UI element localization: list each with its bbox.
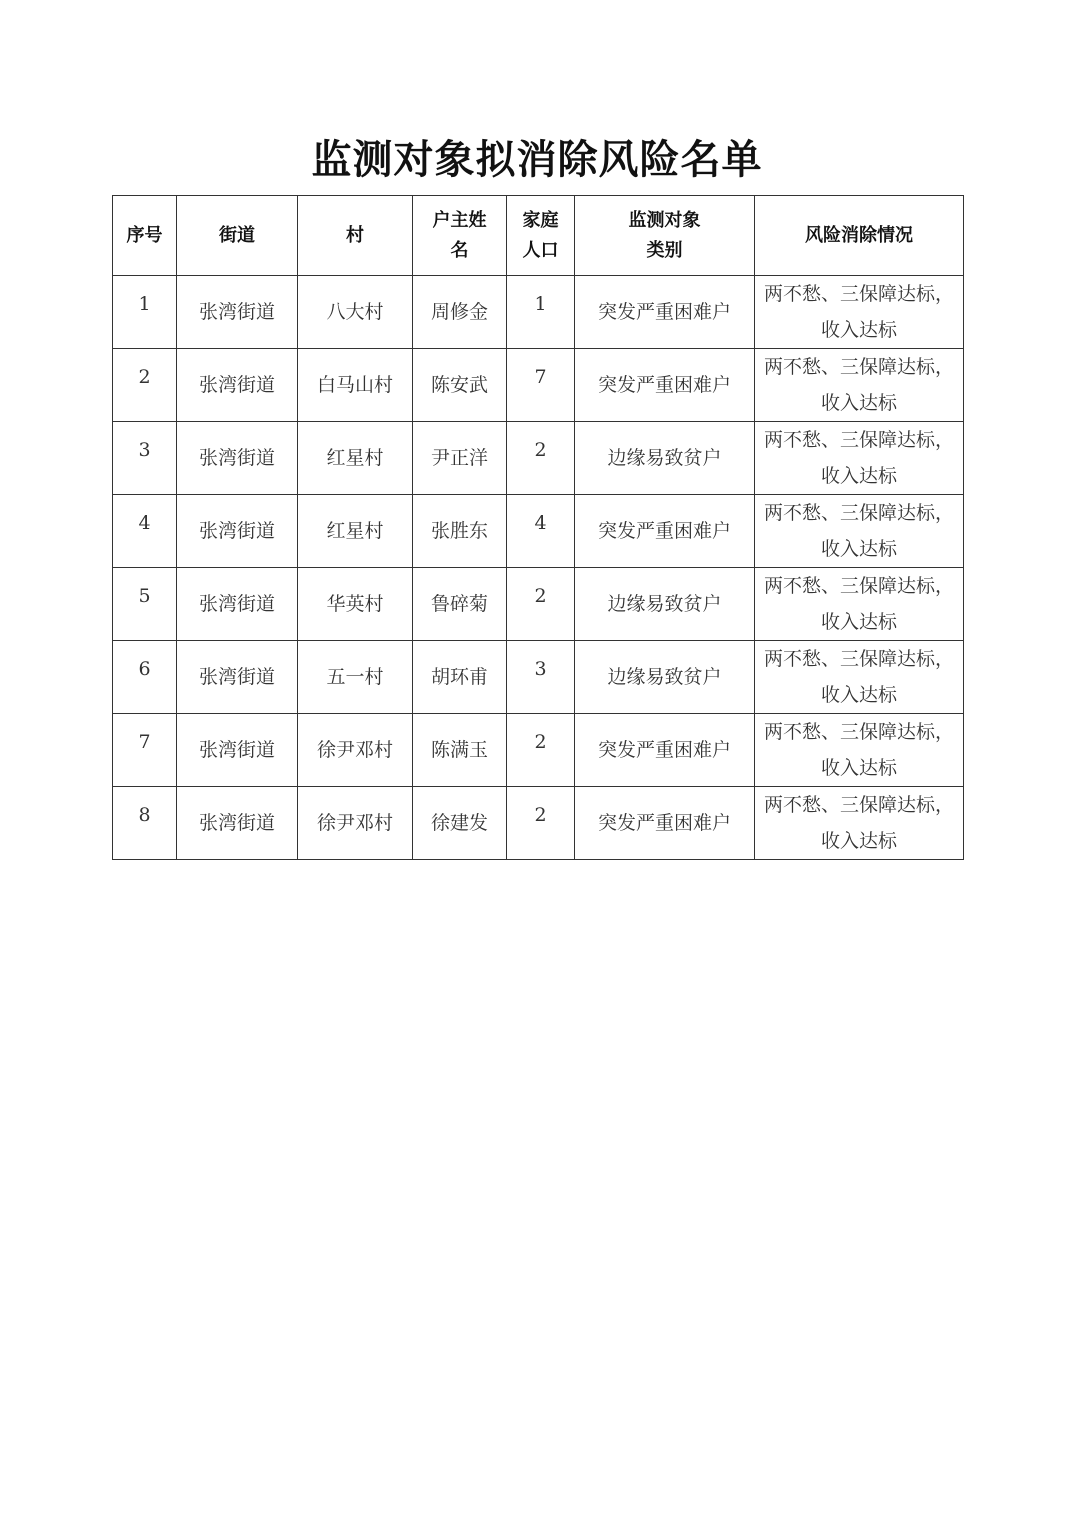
cell-village-text: 华英村	[326, 593, 384, 615]
cell-risk-status	[755, 276, 964, 349]
cell-family-size	[507, 495, 575, 568]
cell-village	[298, 422, 413, 495]
cell-seq-text: 5	[138, 585, 151, 607]
cell-family-size	[507, 349, 575, 422]
table-row	[113, 495, 964, 568]
cell-village	[298, 495, 413, 568]
cell-seq	[113, 349, 177, 422]
cell-family-size	[507, 422, 575, 495]
table-row	[113, 422, 964, 495]
cell-risk-status-text: 两不愁、三保障达标，收入达标	[763, 648, 954, 706]
header-family-size-label: 家庭人口	[522, 209, 559, 261]
cell-family-size-text: 2	[534, 731, 547, 753]
cell-village-text: 八大村	[326, 301, 384, 323]
cell-family-size	[507, 787, 575, 860]
cell-seq-text: 6	[138, 658, 151, 680]
header-street: 街道	[177, 196, 298, 276]
cell-category	[575, 641, 755, 714]
cell-family-size-text: 7	[534, 366, 547, 388]
cell-street-text: 张湾街道	[198, 520, 275, 542]
cell-householder-text: 陈安武	[430, 374, 488, 396]
cell-householder-text: 张胜东	[430, 520, 488, 542]
header-risk-status: 风险消除情况	[755, 196, 964, 276]
cell-seq	[113, 495, 177, 568]
cell-family-size	[507, 568, 575, 641]
cell-risk-status-text: 两不愁、三保障达标，收入达标	[763, 429, 954, 487]
cell-street	[177, 495, 298, 568]
cell-village-text: 红星村	[326, 520, 384, 542]
cell-seq	[113, 568, 177, 641]
cell-risk-status	[755, 422, 964, 495]
cell-village	[298, 349, 413, 422]
cell-category	[575, 787, 755, 860]
cell-householder-text: 胡环甫	[430, 666, 488, 688]
cell-risk-status	[755, 641, 964, 714]
cell-category-text: 边缘易致贫户	[607, 593, 722, 615]
cell-village-text: 白马山村	[316, 374, 393, 396]
cell-householder-text: 徐建发	[430, 812, 488, 834]
cell-family-size	[507, 641, 575, 714]
cell-householder	[413, 349, 507, 422]
cell-category	[575, 714, 755, 787]
cell-street-text: 张湾街道	[198, 447, 275, 469]
cell-householder	[413, 568, 507, 641]
cell-family-size-text: 2	[534, 439, 547, 461]
cell-street	[177, 349, 298, 422]
cell-category-text: 突发严重困难户	[597, 520, 731, 542]
cell-family-size	[507, 276, 575, 349]
cell-street	[177, 568, 298, 641]
cell-street-text: 张湾街道	[198, 593, 275, 615]
cell-risk-status	[755, 568, 964, 641]
cell-risk-status-text: 两不愁、三保障达标，收入达标	[763, 575, 954, 633]
page-title: 监测对象拟消除风险名单	[311, 136, 763, 183]
cell-family-size-text: 1	[534, 293, 547, 315]
cell-seq	[113, 714, 177, 787]
cell-category-text: 突发严重困难户	[597, 812, 731, 834]
cell-risk-status-text: 两不愁、三保障达标，收入达标	[763, 721, 954, 779]
cell-risk-status	[755, 349, 964, 422]
cell-village	[298, 714, 413, 787]
cell-category-text: 突发严重困难户	[597, 374, 731, 396]
header-category	[575, 196, 755, 276]
cell-risk-status	[755, 495, 964, 568]
cell-street-text: 张湾街道	[198, 812, 275, 834]
cell-village	[298, 787, 413, 860]
header-householder	[413, 196, 507, 276]
cell-householder-text: 尹正洋	[430, 447, 488, 469]
cell-seq-text: 2	[138, 366, 151, 388]
cell-seq	[113, 641, 177, 714]
cell-householder	[413, 787, 507, 860]
cell-householder	[413, 422, 507, 495]
cell-risk-status-text: 两不愁、三保障达标，收入达标	[763, 283, 954, 341]
cell-village	[298, 641, 413, 714]
cell-family-size-text: 2	[534, 804, 547, 826]
cell-householder	[413, 641, 507, 714]
cell-street	[177, 787, 298, 860]
cell-street	[177, 714, 298, 787]
cell-family-size	[507, 714, 575, 787]
cell-family-size-text: 4	[534, 512, 547, 534]
cell-street	[177, 276, 298, 349]
cell-householder-text: 周修金	[430, 301, 488, 323]
cell-category	[575, 349, 755, 422]
header-category-label: 监测对象类别	[628, 209, 701, 261]
table-row	[113, 787, 964, 860]
cell-seq	[113, 422, 177, 495]
cell-category	[575, 495, 755, 568]
table-row	[113, 276, 964, 349]
cell-risk-status-text: 两不愁、三保障达标，收入达标	[763, 794, 954, 852]
cell-risk-status-text: 两不愁、三保障达标，收入达标	[763, 356, 954, 414]
cell-seq-text: 4	[138, 512, 151, 534]
cell-village-text: 五一村	[326, 666, 384, 688]
cell-category-text: 边缘易致贫户	[607, 447, 722, 469]
cell-householder-text: 陈满玉	[430, 739, 488, 761]
cell-seq-text: 1	[138, 293, 151, 315]
table-header-row	[113, 196, 964, 276]
cell-village	[298, 568, 413, 641]
cell-family-size-text: 2	[534, 585, 547, 607]
cell-householder-text: 鲁碎菊	[430, 593, 488, 615]
cell-street-text: 张湾街道	[198, 666, 275, 688]
cell-street	[177, 422, 298, 495]
cell-category	[575, 422, 755, 495]
cell-village-text: 红星村	[326, 447, 384, 469]
header-householder-label: 户主姓名	[432, 209, 487, 261]
cell-street	[177, 641, 298, 714]
cell-seq	[113, 787, 177, 860]
cell-street-text: 张湾街道	[198, 739, 275, 761]
table-row	[113, 714, 964, 787]
cell-householder	[413, 495, 507, 568]
cell-category-text: 边缘易致贫户	[607, 666, 722, 688]
cell-seq-text: 3	[138, 439, 151, 461]
table-row	[113, 349, 964, 422]
cell-risk-status-text: 两不愁、三保障达标，收入达标	[763, 502, 954, 560]
cell-village	[298, 276, 413, 349]
cell-village-text: 徐尹邓村	[316, 812, 393, 834]
header-seq: 序号	[113, 196, 177, 276]
cell-seq	[113, 276, 177, 349]
cell-risk-status	[755, 787, 964, 860]
cell-seq-text: 8	[138, 804, 151, 826]
cell-street-text: 张湾街道	[198, 374, 275, 396]
cell-family-size-text: 3	[534, 658, 547, 680]
cell-risk-status	[755, 714, 964, 787]
cell-householder	[413, 714, 507, 787]
cell-category-text: 突发严重困难户	[597, 739, 731, 761]
monitoring-table	[112, 195, 964, 860]
cell-seq-text: 7	[138, 731, 151, 753]
table-row	[113, 641, 964, 714]
cell-category-text: 突发严重困难户	[597, 301, 731, 323]
cell-village-text: 徐尹邓村	[316, 739, 393, 761]
cell-householder	[413, 276, 507, 349]
cell-street-text: 张湾街道	[198, 301, 275, 323]
table-body	[113, 276, 964, 860]
table-row	[113, 568, 964, 641]
cell-category	[575, 568, 755, 641]
header-village: 村	[298, 196, 413, 276]
header-family-size	[507, 196, 575, 276]
cell-category	[575, 276, 755, 349]
